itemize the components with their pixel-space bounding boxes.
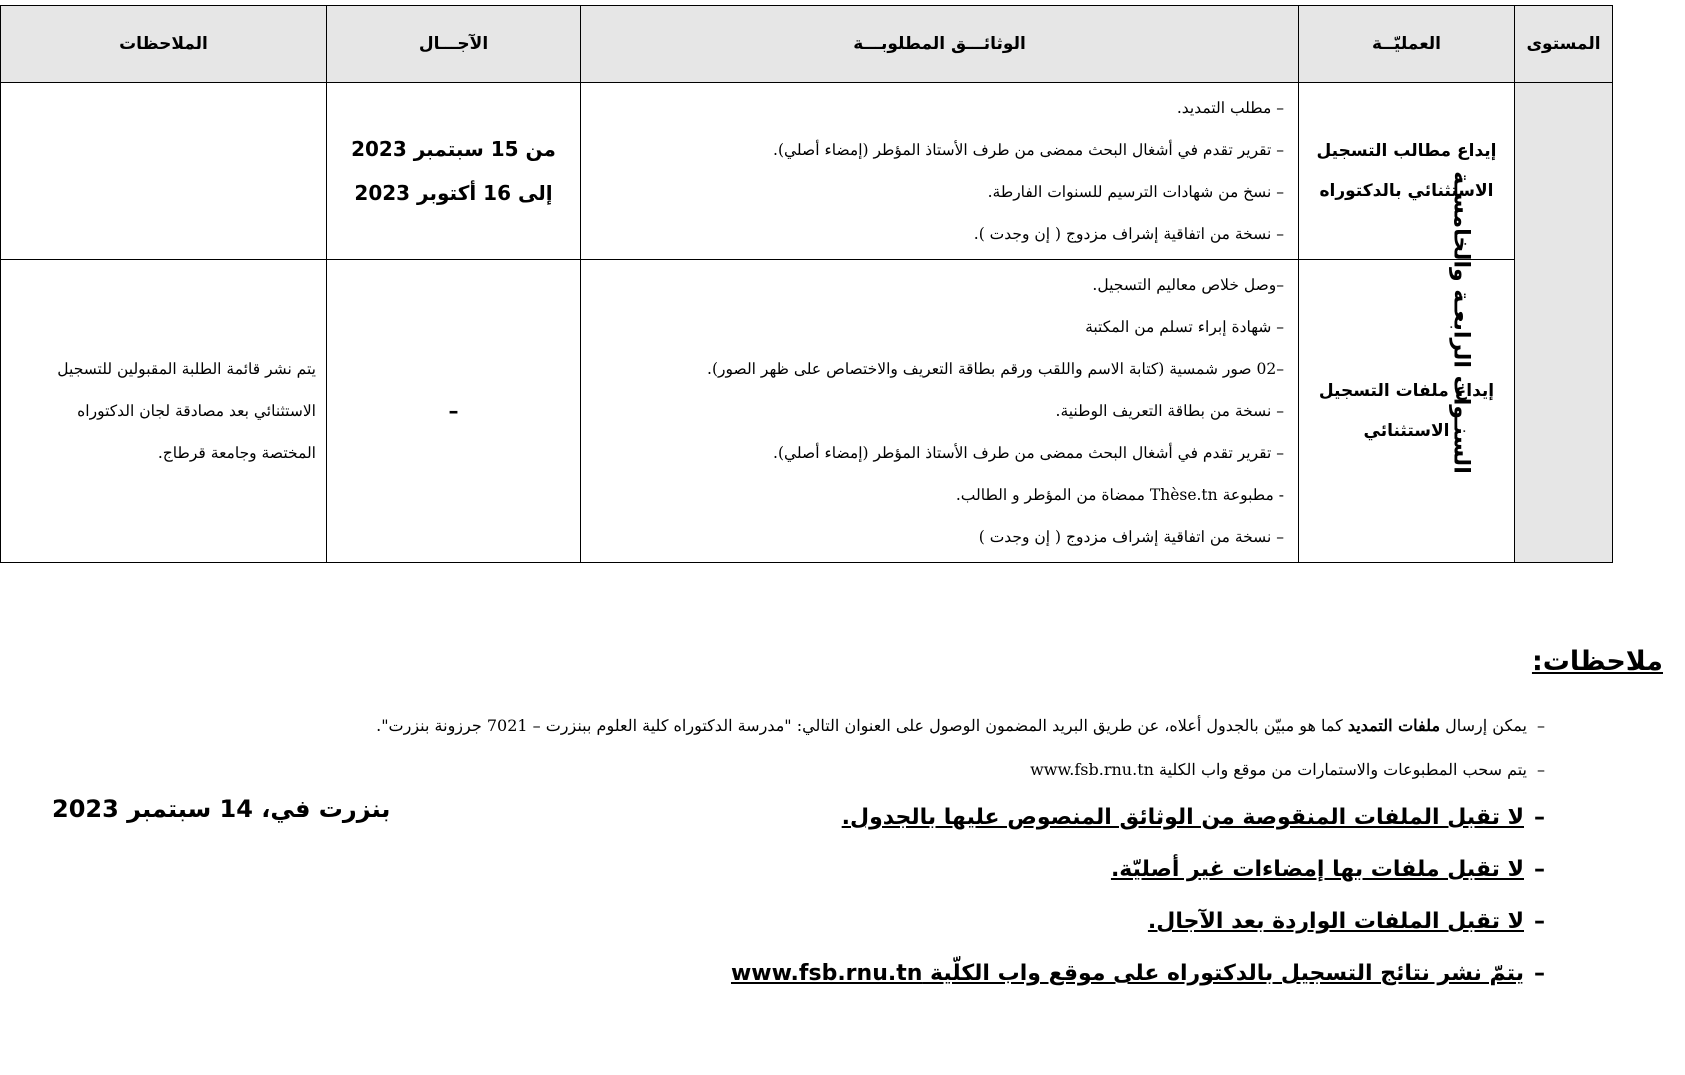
- document-item: – شهادة إبراء تسلم من المكتبة: [1085, 318, 1284, 336]
- deadline-end: إلى 16 أكتوبر 2023: [354, 181, 553, 205]
- bullet-dash: –: [1534, 961, 1545, 986]
- remarks-list: [376, 704, 1545, 1000]
- remarks-title: ملاحظات:: [1531, 646, 1663, 677]
- operation-line: إيداع ملفات التسجيل: [1318, 381, 1495, 401]
- header-deadline: الآجـــال: [327, 6, 581, 83]
- notes-line: يتم نشر قائمة الطلبة المقبولين للتسجيل: [57, 360, 316, 378]
- documents-list: [591, 87, 1284, 255]
- operation-cell: [1299, 260, 1515, 563]
- remark-text: لا تقبل ملفات بها إمضاءات غير أصليّة.: [1110, 857, 1524, 882]
- remark-text: كما هو مبيّن بالجدول أعلاه، عن طريق البريد المضمون الوصول على العنوان التالي: "مدرسة الدكتوراه كلية العلوم ببنزرت – 7021 جرزونة بنزرت".: [376, 716, 1343, 735]
- remark-item: [376, 704, 1545, 748]
- document-item: –02 صور شمسية (كتابة الاسم واللقب ورقم بطاقة التعريف والاختصاص على ظهر الصور).: [707, 360, 1284, 378]
- header-level: المستوى: [1515, 6, 1613, 83]
- notes-cell: [1, 83, 327, 260]
- remark-item: [376, 748, 1545, 792]
- document-item: – نسخ من شهادات الترسيم للسنوات الفارطة.: [987, 183, 1284, 201]
- bullet-dash: –: [1534, 857, 1545, 882]
- document-item: – نسخة من اتفاقية إشراف مزدوج ( إن وجدت ): [978, 528, 1284, 546]
- header-documents: الوثائـــق المطلوبـــة: [581, 6, 1299, 83]
- header-operation: العمليّــة: [1299, 6, 1515, 83]
- remark-item: [376, 948, 1545, 1000]
- remark-item: [376, 792, 1545, 844]
- level-cell: [1448, 83, 1613, 563]
- table-header-row: [1, 6, 1613, 83]
- remark-item: [376, 844, 1545, 896]
- document-item: – تقرير تقدم في أشغال البحث ممضى من طرف الأستاذ المؤطر (إمضاء أصلي).: [773, 444, 1284, 462]
- remark-text: لا تقبل الملفات الواردة بعد الآجال.: [1147, 909, 1524, 934]
- deadline-cell: –: [327, 260, 581, 563]
- table-row: [1, 260, 1613, 563]
- bullet-dash: –: [1537, 760, 1545, 779]
- bullet-dash: –: [1537, 716, 1545, 735]
- bullet-dash: –: [1534, 805, 1545, 830]
- document-item: – مطلب التمديد.: [1176, 99, 1284, 117]
- remark-text: لا تقبل الملفات المنقوصة من الوثائق المنصوص عليها بالجدول.: [841, 805, 1524, 830]
- operation-line: الاستثنائي: [1363, 421, 1450, 441]
- documents-list: [591, 264, 1284, 558]
- remark-item: [376, 896, 1545, 948]
- document-item: – نسخة من بطاقة التعريف الوطنية.: [1055, 402, 1284, 420]
- level-label: السنـوات الرابعـة والخامسـة: [1448, 171, 1474, 474]
- header-notes: الملاحظات: [1, 6, 327, 83]
- document-item: –وصل خلاص معاليم التسجيل.: [1092, 276, 1284, 294]
- documents-cell: [581, 260, 1299, 563]
- remark-text: يمكن إرسال: [1445, 716, 1527, 735]
- notes-line: الاستثنائي بعد مصادقة لجان الدكتوراه: [77, 402, 316, 420]
- deadline-start: من 15 سبتمبر 2023: [351, 137, 556, 161]
- remark-text: يتم سحب المطبوعات والاستمارات من موقع واب الكلية www.fsb.rnu.tn: [1030, 760, 1527, 779]
- remark-text: يتمّ نشر نتائج التسجيل بالدكتوراه على موقع واب الكلّية www.fsb.rnu.tn: [730, 961, 1524, 986]
- document-item: – تقرير تقدم في أشغال البحث ممضى من طرف الأستاذ المؤطر (إمضاء أصلي).: [773, 141, 1284, 159]
- operation-cell: [1299, 83, 1515, 260]
- document-item: - مطبوعة Thèse.tn ممضاة من المؤطر و الطالب.: [955, 486, 1284, 504]
- notes-cell: [1, 260, 327, 563]
- place-date: بنزرت في، 14 سبتمبر 2023: [52, 795, 391, 823]
- bullet-dash: –: [1534, 909, 1545, 934]
- operation-line: إيداع مطالب التسجيل: [1316, 141, 1497, 161]
- notes-line: المختصة وجامعة قرطاج.: [157, 444, 316, 462]
- documents-cell: [581, 83, 1299, 260]
- document-item: – نسخة من اتفاقية إشراف مزدوج ( إن وجدت ).: [973, 225, 1284, 243]
- table-row: [1, 83, 1613, 260]
- deadline-cell: [327, 83, 581, 260]
- remark-emphasis: ملفات التمديد: [1347, 716, 1441, 735]
- registration-table: [0, 5, 1613, 563]
- operation-line: الاستثنائي بالدكتوراه: [1319, 181, 1494, 201]
